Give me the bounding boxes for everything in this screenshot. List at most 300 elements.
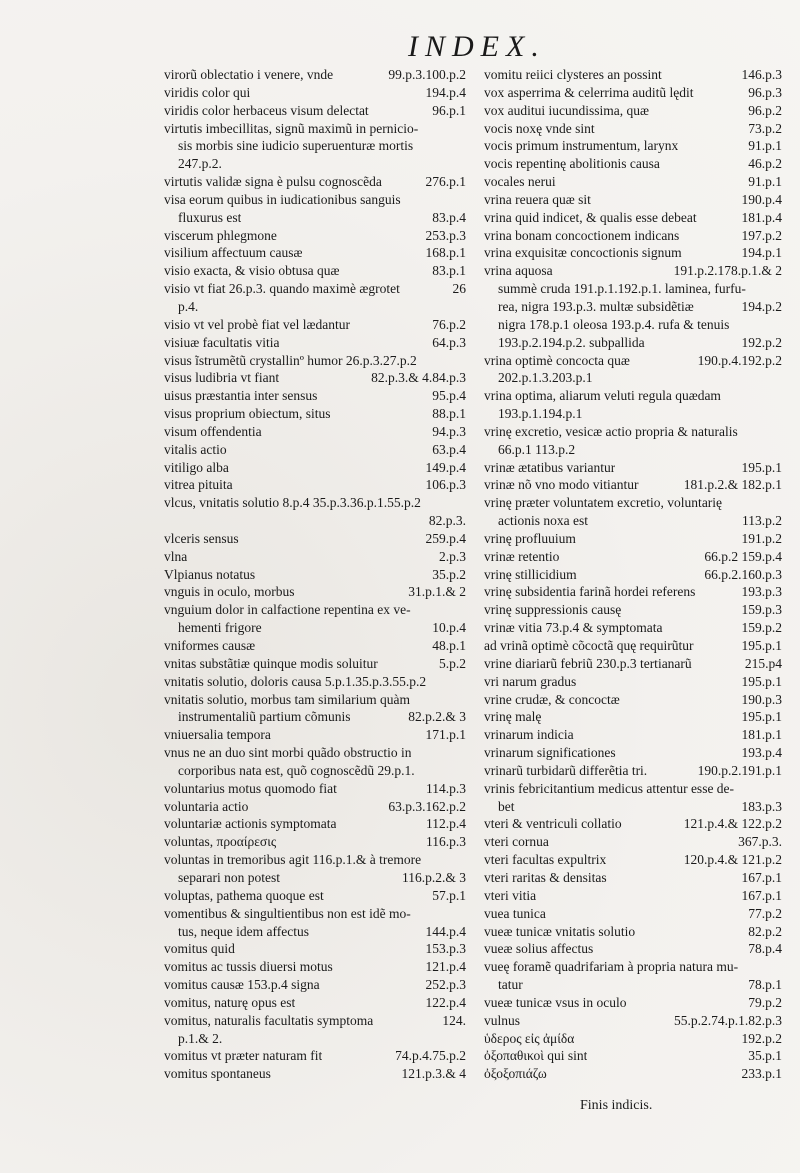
index-entry [484, 262, 782, 280]
entry-text: vrina optima, aliarum veluti regula quædam [484, 388, 721, 404]
entry-reference: 112.p.4 [426, 816, 466, 832]
entry-reference: 83.p.4 [432, 209, 466, 225]
entry-text: voluntariæ actionis symptomata [164, 816, 337, 832]
entry-reference [462, 120, 466, 138]
entry-reference: 190.p.4.192.p.2 [697, 352, 782, 368]
entry-reference: 168.p.1 [425, 245, 466, 261]
entry-reference: 120.p.4.& 121.p.2 [683, 852, 782, 868]
entry-reference [462, 851, 466, 869]
page-title: INDEX. [408, 30, 546, 63]
index-entry [164, 1030, 466, 1048]
index-entry [484, 780, 782, 798]
index-entry [484, 691, 782, 709]
index-entry [484, 405, 782, 423]
entry-reference: 195.p.1 [741, 459, 782, 475]
index-entry [484, 994, 782, 1012]
index-entry [164, 708, 466, 726]
index-entry [164, 405, 466, 423]
index-entry [164, 833, 466, 851]
entry-reference: 55.p.2.74.p.1.82.p.3 [674, 1012, 782, 1028]
index-entry [484, 459, 782, 477]
index-entry [164, 762, 466, 780]
entry-text: 66.p.1 113.p.2 [498, 441, 576, 457]
index-entry [484, 1030, 782, 1048]
index-entry [164, 905, 466, 923]
entry-text: voluntarius motus quomodo fiat [164, 780, 337, 796]
entry-text: visiuæ facultatis vitia [164, 334, 280, 350]
entry-reference: 276.p.1 [425, 174, 466, 190]
entry-reference: 192.p.2 [741, 1030, 782, 1046]
entry-reference: 73.p.2 [748, 120, 782, 136]
entry-reference: 82.p.2 [748, 923, 782, 939]
index-entry [164, 66, 466, 84]
index-entry [164, 262, 466, 280]
entry-text: vlna [164, 548, 188, 564]
entry-reference: 83.p.1 [432, 263, 466, 279]
entry-text: vrinę subsidentia farinã hordei referens [484, 584, 696, 600]
index-entry [484, 369, 782, 387]
entry-reference: 35.p.2 [432, 566, 466, 582]
entry-reference [462, 191, 466, 209]
entry-text: 202.p.1.3.203.p.1 [498, 370, 593, 386]
entry-reference: 194.p.2 [741, 298, 782, 314]
index-entry [484, 619, 782, 637]
entry-text: vueæ tunicæ vnitatis solutio [484, 923, 636, 939]
entry-text: vomitus ac tussis diuersi motus [164, 959, 333, 975]
entry-reference: 181.p.4 [741, 209, 782, 225]
entry-text: vnitatis solutio, morbus tam similarium quàm [164, 691, 410, 707]
index-entry [484, 227, 782, 245]
entry-reference: 167.p.1 [741, 887, 782, 903]
index-entry [164, 583, 466, 601]
index-entry [164, 1047, 466, 1065]
entry-reference [462, 691, 466, 709]
entry-text: vrinę malę [484, 709, 542, 725]
index-entry [164, 976, 466, 994]
entry-text: vrina aquosa [484, 263, 553, 279]
index-entry [484, 762, 782, 780]
index-entry [484, 316, 782, 334]
entry-text: vrinæ ætatibus variantur [484, 459, 616, 475]
index-entry [484, 601, 782, 619]
entry-reference: 194.p.4 [425, 84, 466, 100]
entry-text: vrina optimè concocta quæ [484, 352, 630, 368]
entry-text: hementi frigore [178, 620, 262, 636]
entry-text: tatur [498, 977, 523, 993]
index-entry [164, 102, 466, 120]
entry-text: vueæ tunicæ vsus in oculo [484, 994, 627, 1010]
index-entry [164, 958, 466, 976]
entry-text: 193.p.1.194.p.1 [498, 406, 583, 422]
index-entry [484, 387, 782, 405]
entry-reference [462, 601, 466, 619]
index-entry [164, 459, 466, 477]
entry-text: vueæ solius affectus [484, 941, 594, 957]
entry-reference: 195.p.1 [741, 709, 782, 725]
entry-text: vulnus [484, 1012, 521, 1028]
index-entry [164, 334, 466, 352]
index-entry [164, 512, 466, 530]
entry-reference: 82.p.2.& 3 [408, 709, 466, 725]
index-entry [164, 566, 466, 584]
index-entry [484, 655, 782, 673]
entry-reference: 82.p.3. [428, 513, 466, 529]
entry-reference: 64.p.3 [432, 334, 466, 350]
entry-text: virtutis imbecillitas, signũ maximũ in pernicio- [164, 120, 419, 136]
index-entry [484, 280, 782, 298]
entry-text: vitrea pituita [164, 477, 233, 493]
entry-reference: 26 [452, 281, 466, 297]
index-column-right [484, 66, 782, 1083]
index-entry [164, 691, 466, 709]
entry-text: 193.p.2.194.p.2. subpallida [498, 334, 645, 350]
entry-text: vomitu reiici clysteres an possint [484, 67, 662, 82]
entry-text: visum offendentia [164, 423, 262, 439]
entry-reference: 96.p.2 [748, 102, 782, 118]
entry-text: visilium affectuum causæ [164, 245, 303, 261]
index-entry [164, 548, 466, 566]
entry-reference: 167.p.1 [741, 869, 782, 885]
entry-reference [462, 494, 466, 512]
entry-reference [778, 423, 782, 441]
entry-text: vniuersalia tempora [164, 727, 271, 743]
entry-text: vrine diariarũ febriũ 230.p.3 tertianarũ [484, 655, 692, 671]
entry-reference: 259.p.4 [425, 530, 466, 546]
entry-text: vox auditui iucundissima, quæ [484, 102, 649, 118]
entry-reference: 76.p.2 [432, 316, 466, 332]
entry-text: vrinarum significationes [484, 745, 616, 761]
entry-text: virtutis validæ signa è pulsu cognoscẽda [164, 174, 382, 190]
entry-reference: 181.p.1 [741, 727, 782, 743]
entry-reference: 190.p.4 [741, 191, 782, 207]
entry-text: viridis color herbaceus visum delectat [164, 102, 369, 118]
index-entry [484, 1012, 782, 1030]
entry-reference [778, 280, 782, 298]
entry-text: ὀξοπαθικοὶ qui sint [484, 1048, 588, 1064]
entry-text: fluxurus est [178, 209, 242, 225]
entry-reference: 190.p.3 [741, 691, 782, 707]
entry-reference [462, 673, 466, 691]
entry-text: visa eorum quibus in iudicationibus sanguis [164, 191, 401, 207]
index-entry [164, 84, 466, 102]
entry-reference: 197.p.2 [741, 227, 782, 243]
entry-text: visus ludibria vt fiant [164, 370, 280, 386]
index-entry [164, 369, 466, 387]
index-entry [484, 851, 782, 869]
entry-reference: 195.p.1 [741, 673, 782, 689]
entry-text: vteri facultas expultrix [484, 852, 607, 868]
entry-reference: 194.p.1 [741, 245, 782, 261]
entry-reference: 114.p.3 [426, 780, 466, 796]
entry-text: bet [498, 798, 515, 814]
entry-text: vrinę stillicidium [484, 566, 577, 582]
index-entry [164, 191, 466, 209]
index-entry [164, 280, 466, 298]
index-entry [164, 869, 466, 887]
entry-text: viscerum phlegmone [164, 227, 277, 243]
entry-text: uisus præstantia inter sensus [164, 388, 318, 404]
entry-text: ὑδερος εἰς ἀμίδα [484, 1030, 575, 1046]
index-entry [484, 352, 782, 370]
entry-text: vomitus, naturalis facultatis symptoma [164, 1012, 374, 1028]
entry-text: separari non potest [178, 869, 280, 885]
entry-text: vrinę suppressionis causę [484, 602, 622, 618]
entry-reference: 10.p.4 [432, 620, 466, 636]
index-entry [484, 298, 782, 316]
index-entry [164, 441, 466, 459]
entry-text: vrina bonam concoctionem indicans [484, 227, 680, 243]
entry-reference: 149.p.4 [425, 459, 466, 475]
entry-reference: 153.p.3 [425, 941, 466, 957]
index-entry [164, 120, 466, 138]
entry-text: summè cruda 191.p.1.192.p.1. laminea, furfu- [498, 281, 746, 297]
entry-text: instrumentaliũ partium cõmunis [178, 709, 351, 725]
entry-text: viridis color qui [164, 84, 251, 100]
index-entry [164, 530, 466, 548]
index-entry [164, 940, 466, 958]
entry-reference: 121.p.4 [425, 959, 466, 975]
entry-text: vnus ne an duo sint morbi quãdo obstructio in [164, 745, 412, 761]
entry-text: ad vrinã optimè cõcoctã quę requirũtur [484, 638, 694, 653]
index-entry [164, 744, 466, 762]
index-entry [164, 851, 466, 869]
entry-text: vrinæ vitia 73.p.4 & symptomata [484, 620, 663, 636]
index-entry [484, 905, 782, 923]
entry-reference: 191.p.2 [741, 530, 782, 546]
entry-text: vox asperrima & celerrima auditũ lędit [484, 84, 694, 100]
entry-reference [778, 405, 782, 423]
entry-reference: 91.p.1 [748, 174, 782, 190]
entry-text: vnitas substãtiæ quinque modis soluitur [164, 655, 378, 671]
entry-text: vteri & ventriculi collatio [484, 816, 622, 832]
entry-text: sis morbis sine iudicio superuenturæ mortis [178, 138, 414, 154]
index-entry [484, 744, 782, 762]
index-entry [164, 209, 466, 227]
entry-text: vniformes causæ [164, 638, 256, 653]
entry-text: vnguium dolor in calfactione repentina ex ve- [164, 602, 411, 618]
index-entry [484, 583, 782, 601]
index-entry [164, 244, 466, 262]
index-entry [164, 387, 466, 405]
index-entry [484, 209, 782, 227]
index-entry [164, 815, 466, 833]
entry-text: vteri vitia [484, 887, 537, 903]
index-entry [484, 530, 782, 548]
entry-reference: 82.p.3.& 4.84.p.3 [371, 370, 466, 386]
index-entry [484, 548, 782, 566]
index-entry [484, 494, 782, 512]
entry-reference: 46.p.2 [748, 156, 782, 172]
index-entry [484, 708, 782, 726]
index-entry [164, 780, 466, 798]
index-entry [484, 244, 782, 262]
entry-reference: 124. [442, 1012, 466, 1028]
entry-reference: 193.p.4 [741, 745, 782, 761]
entry-reference [778, 316, 782, 334]
entry-reference [462, 744, 466, 762]
entry-reference: 252.p.3 [425, 977, 466, 993]
entry-text: vri narum gradus [484, 673, 577, 689]
index-entry [164, 1065, 466, 1083]
entry-reference: 233.p.1 [741, 1066, 782, 1082]
entry-text: visio exacta, & visio obtusa quæ [164, 263, 340, 279]
index-entry [164, 173, 466, 191]
entry-text: vomitus, naturę opus est [164, 994, 296, 1010]
entry-reference: 94.p.3 [432, 423, 466, 439]
entry-reference [462, 905, 466, 923]
entry-reference [462, 1030, 466, 1048]
index-entry [484, 958, 782, 976]
entry-reference: 159.p.2 [741, 620, 782, 636]
entry-text: vomitus vt præter naturam fit [164, 1048, 323, 1064]
entry-reference: 78.p.4 [748, 941, 782, 957]
index-entry [164, 673, 466, 691]
entry-reference: 190.p.2.191.p.1 [697, 762, 782, 778]
entry-reference: 88.p.1 [432, 406, 466, 422]
index-entry [484, 887, 782, 905]
index-entry [484, 441, 782, 459]
entry-reference: 215.p4 [744, 655, 782, 671]
index-entry [484, 66, 782, 84]
entry-text: vomitus causæ 153.p.4 signa [164, 977, 320, 993]
index-entry [484, 173, 782, 191]
entry-text: vlceris sensus [164, 530, 239, 546]
index-entry [164, 137, 466, 155]
entry-reference: 192.p.2 [741, 334, 782, 350]
entry-text: 247.p.2. [178, 156, 222, 172]
entry-reference: 183.p.3 [741, 798, 782, 814]
entry-reference: 121.p.4.& 122.p.2 [683, 816, 782, 832]
entry-reference: 63.p.4 [432, 441, 466, 457]
index-entry [164, 423, 466, 441]
index-entry [484, 512, 782, 530]
index-entry [164, 352, 466, 370]
entry-reference: 66.p.2 159.p.4 [704, 548, 782, 564]
index-entry [484, 923, 782, 941]
entry-reference: 146.p.3 [741, 67, 782, 82]
entry-reference: 253.p.3 [425, 227, 466, 243]
entry-text: vteri raritas & densitas [484, 869, 607, 885]
entry-reference: 57.p.1 [432, 887, 466, 903]
entry-text: rea, nigra 193.p.3. multæ subsidẽtiæ [498, 298, 694, 314]
entry-reference: 367.p.3. [738, 834, 782, 850]
entry-text: tus, neque idem affectus [178, 923, 309, 939]
entry-text: voluntas in tremoribus agit 116.p.1.& à tremore [164, 852, 422, 868]
entry-reference: 116.p.2.& 3 [402, 869, 466, 885]
index-entry [164, 726, 466, 744]
entry-text: vomentibus & singultientibus non est idẽ mo- [164, 905, 411, 921]
entry-text: vrinarũ turbidarũ differẽtia tri. [484, 762, 648, 778]
entry-text: vnguis in oculo, morbus [164, 584, 295, 600]
entry-reference: 2.p.3 [439, 548, 466, 564]
entry-reference [778, 369, 782, 387]
index-entry [164, 227, 466, 245]
entry-text: Vlpianus notatus [164, 566, 256, 582]
entry-reference [778, 494, 782, 512]
index-column-left [164, 66, 466, 1083]
entry-reference: 31.p.1.& 2 [408, 584, 466, 600]
entry-reference: 35.p.1 [748, 1048, 782, 1064]
entry-reference: 144.p.4 [425, 923, 466, 939]
index-entry [484, 673, 782, 691]
entry-text: vrinis febricitantium medicus attentur esse de- [484, 780, 735, 796]
entry-reference [778, 387, 782, 405]
entry-reference [778, 780, 782, 798]
index-entry [484, 1047, 782, 1065]
entry-text: vomitus quid [164, 941, 235, 957]
entry-reference [778, 441, 782, 459]
entry-text: vrina reuera quæ sit [484, 191, 591, 207]
entry-reference: 159.p.3 [741, 602, 782, 618]
entry-reference: 96.p.1 [432, 102, 466, 118]
index-entry [484, 137, 782, 155]
index-entry [164, 476, 466, 494]
entry-text: actionis noxa est [498, 513, 588, 529]
entry-text: vrinæ retentio [484, 548, 560, 564]
entry-reference [462, 298, 466, 316]
entry-text: vitiligo alba [164, 459, 229, 475]
entry-reference [778, 958, 782, 976]
entry-reference: 5.p.2 [439, 655, 466, 671]
index-entry [484, 637, 782, 655]
index-entry [484, 191, 782, 209]
entry-reference: 96.p.3 [748, 84, 782, 100]
entry-text: vlcus, vnitatis solutio 8.p.4 35.p.3.36.p.1.55.p.2 [164, 495, 421, 511]
index-entry [484, 120, 782, 138]
index-entry [164, 298, 466, 316]
index-entry [164, 655, 466, 673]
entry-reference: 195.p.1 [741, 638, 782, 653]
entry-text: voluntaria actio [164, 798, 249, 814]
index-entry [484, 84, 782, 102]
entry-reference: 122.p.4 [425, 994, 466, 1010]
entry-text: vrinæ nõ vno modo vitiantur [484, 477, 639, 493]
entry-reference [462, 762, 466, 780]
index-entry [164, 619, 466, 637]
entry-reference: 113.p.2 [742, 513, 782, 529]
entry-text: nigra 178.p.1 oleosa 193.p.4. rufa & tenuis [498, 316, 730, 332]
index-entry [484, 815, 782, 833]
index-entry [164, 798, 466, 816]
entry-reference: 116.p.3 [426, 834, 466, 850]
index-entry [484, 155, 782, 173]
entry-text: voluptas, pathema quoque est [164, 887, 324, 903]
entry-reference: 193.p.3 [741, 584, 782, 600]
entry-reference: 74.p.4.75.p.2 [395, 1048, 466, 1064]
index-entry [164, 994, 466, 1012]
entry-text: visio vt vel probè fiat vel lædantur [164, 316, 350, 332]
index-entry [484, 334, 782, 352]
entry-text: virorũ oblectatio i venere, vnde [164, 67, 334, 82]
entry-text: vnitatis solutio, doloris causa 5.p.1.35.p.3.55.p.2 [164, 673, 427, 689]
index-entry [164, 494, 466, 512]
entry-text: vrina quid indicet, & qualis esse debeat [484, 209, 697, 225]
entry-text: vrina exquisitæ concoctionis signum [484, 245, 682, 261]
entry-reference: 181.p.2.& 182.p.1 [683, 477, 782, 493]
entry-text: vrinę excretio, vesicæ actio propria & naturalis [484, 423, 738, 439]
entry-text: vueę foramẽ quadrifariam à propria natura mu- [484, 959, 739, 975]
index-entry [484, 833, 782, 851]
entry-reference: 121.p.3.& 4 [401, 1066, 466, 1082]
entry-text: visus ĩstrumẽtũ crystallinº humor 26.p.3.27.p.2 [164, 352, 417, 368]
index-entry [484, 976, 782, 994]
index-entry [164, 887, 466, 905]
entry-text: vrinę præter voluntatem excretio, voluntarię [484, 495, 723, 511]
index-entry [484, 1065, 782, 1083]
entry-reference [462, 137, 466, 155]
entry-reference [462, 352, 466, 370]
entry-text: vocis noxę vnde sint [484, 120, 595, 136]
